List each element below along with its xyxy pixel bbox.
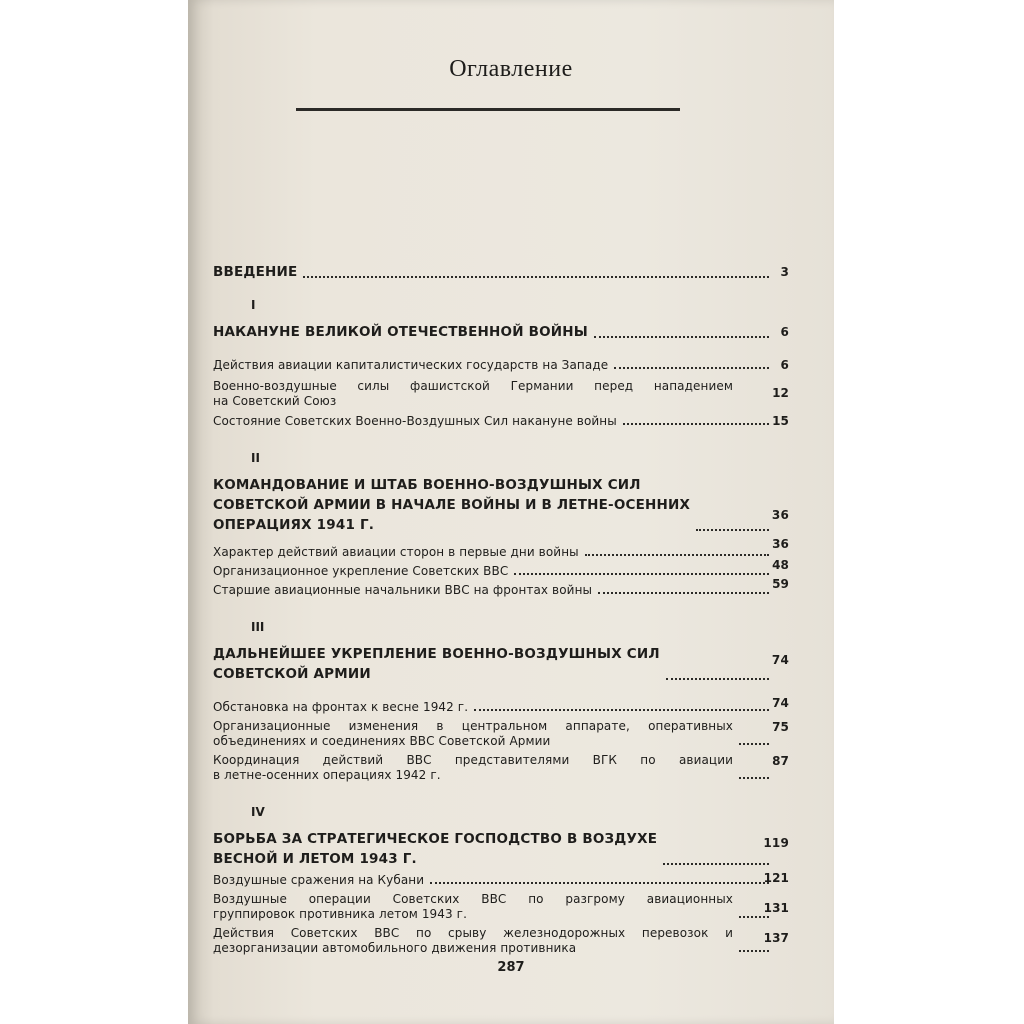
toc-page-number: 6 — [780, 358, 789, 372]
section-title-line: дезорганизации автомобильного движения противника — [213, 941, 577, 955]
title-rule — [296, 108, 680, 111]
leader-dots — [696, 529, 769, 531]
toc-section — [213, 753, 789, 783]
chapter-title-line: СОВЕТСКОЙ АРМИИ В НАЧАЛЕ ВОЙНЫ И В ЛЕТНЕ-ОСЕННИХ — [213, 497, 691, 513]
chapter-title-line: БОРЬБА ЗА СТРАТЕГИЧЕСКОЕ ГОСПОДСТВО В ВОЗДУХЕ — [213, 831, 658, 847]
toc-entry-intro — [213, 262, 789, 282]
toc-page-number: 74 — [771, 653, 789, 667]
chapter-numeral: III — [251, 620, 265, 634]
toc-section — [213, 871, 789, 888]
section-title: Характер действий авиации сторон в первые дни войны — [213, 545, 579, 559]
toc-page-number: 121 — [763, 871, 789, 885]
section-title: Воздушные сражения на Кубани — [213, 873, 425, 887]
toc-section — [213, 892, 789, 922]
toc-page-number: 75 — [772, 720, 789, 734]
section-title: Действия авиации капиталистических государств на Западе — [213, 358, 609, 372]
leader-dots — [585, 554, 769, 556]
toc-page-number: 6 — [780, 325, 789, 339]
right-background — [834, 0, 1024, 1024]
leader-dots — [598, 592, 769, 594]
leader-dots — [594, 336, 769, 338]
toc-page-number: 36 — [771, 508, 789, 522]
left-background — [0, 0, 188, 1024]
chapter-title-line: ОПЕРАЦИЯХ 1941 Г. — [213, 517, 375, 533]
toc-page-number: 87 — [772, 754, 789, 768]
toc-entry-label: ВВЕДЕНИЕ — [213, 264, 298, 280]
toc-page-number: 137 — [763, 931, 789, 945]
leader-dots — [514, 573, 769, 575]
page-title: Оглавление — [449, 56, 573, 82]
chapter-title-line: ДАЛЬНЕЙШЕЕ УКРЕПЛЕНИЕ ВОЕННО-ВОЗДУШНЫХ СИЛ — [213, 646, 660, 662]
leader-dots — [739, 950, 769, 952]
leader-dots — [430, 882, 769, 884]
toc-section — [213, 696, 789, 715]
toc-page-number: 3 — [780, 265, 789, 279]
section-title: Старшие авиационные начальники ВВС на фронтах войны — [213, 583, 593, 597]
chapter-numeral: IV — [251, 805, 265, 819]
table-of-contents — [213, 262, 789, 956]
chapter-title: НАКАНУНЕ ВЕЛИКОЙ ОТЕЧЕСТВЕННОЙ ВОЙНЫ — [213, 324, 588, 340]
leader-dots — [623, 423, 769, 425]
toc-chapter-4 — [213, 829, 789, 869]
section-title-line: Военно-воздушные силы фашистской Германии перед нападением — [213, 379, 733, 393]
toc-section — [213, 719, 789, 749]
toc-chapter-3 — [213, 644, 789, 684]
toc-page-number: 36 — [772, 537, 789, 551]
leader-dots — [614, 367, 769, 369]
toc-section — [213, 558, 789, 579]
section-title-line: объединениях и соединениях ВВС Советской Армии — [213, 734, 551, 748]
section-title-line: на Советский Союз — [213, 394, 337, 408]
chapter-title-line: СОВЕТСКОЙ АРМИИ — [213, 666, 371, 682]
toc-section — [213, 537, 789, 560]
section-title: Обстановка на фронтах к весне 1942 г. — [213, 700, 469, 714]
toc-section — [213, 379, 789, 409]
toc-page-number: 74 — [772, 696, 789, 710]
chapter-title-line: ВЕСНОЙ И ЛЕТОМ 1943 Г. — [213, 851, 417, 867]
book-page — [188, 0, 834, 1024]
toc-chapter-1 — [213, 322, 789, 342]
leader-dots — [474, 709, 769, 711]
toc-chapter-2 — [213, 475, 789, 535]
toc-page-number: 15 — [772, 414, 789, 428]
leader-dots — [739, 916, 769, 918]
leader-dots — [666, 678, 769, 680]
leader-dots — [663, 863, 769, 865]
leader-dots — [739, 743, 769, 745]
toc-section — [213, 358, 789, 373]
leader-dots — [739, 777, 769, 779]
section-title-line: Действия Советских ВВС по срыву железнодорожных перевозок и — [213, 926, 733, 940]
toc-page-number: 12 — [772, 386, 789, 400]
section-title-line: Организационные изменения в центральном аппарате, оперативных — [213, 719, 733, 733]
chapter-numeral: II — [251, 451, 260, 465]
section-title-line: группировок противника летом 1943 г. — [213, 907, 468, 921]
toc-page-number: 131 — [763, 901, 789, 915]
section-title-line: Координация действий ВВС представителями ВГК по авиации — [213, 753, 733, 767]
section-title-line: в летне-осенних операциях 1942 г. — [213, 768, 441, 782]
toc-page-number: 48 — [772, 558, 789, 572]
section-title: Состояние Советских Военно-Воздушных Сил накануне войны — [213, 414, 617, 428]
chapter-title-line: КОМАНДОВАНИЕ И ШТАБ ВОЕННО-ВОЗДУШНЫХ СИЛ — [213, 477, 641, 493]
toc-section — [213, 414, 789, 429]
section-title: Организационное укрепление Советских ВВС — [213, 564, 509, 578]
toc-page-number: 59 — [772, 577, 789, 591]
leader-dots — [303, 276, 769, 278]
section-title-line: Воздушные операции Советских ВВС по разгрому авиационных — [213, 892, 733, 906]
chapter-numeral: I — [251, 298, 256, 312]
toc-section — [213, 577, 789, 598]
toc-page-number: 119 — [763, 836, 789, 850]
toc-section — [213, 926, 789, 956]
page-number-footer: 287 — [497, 960, 525, 975]
